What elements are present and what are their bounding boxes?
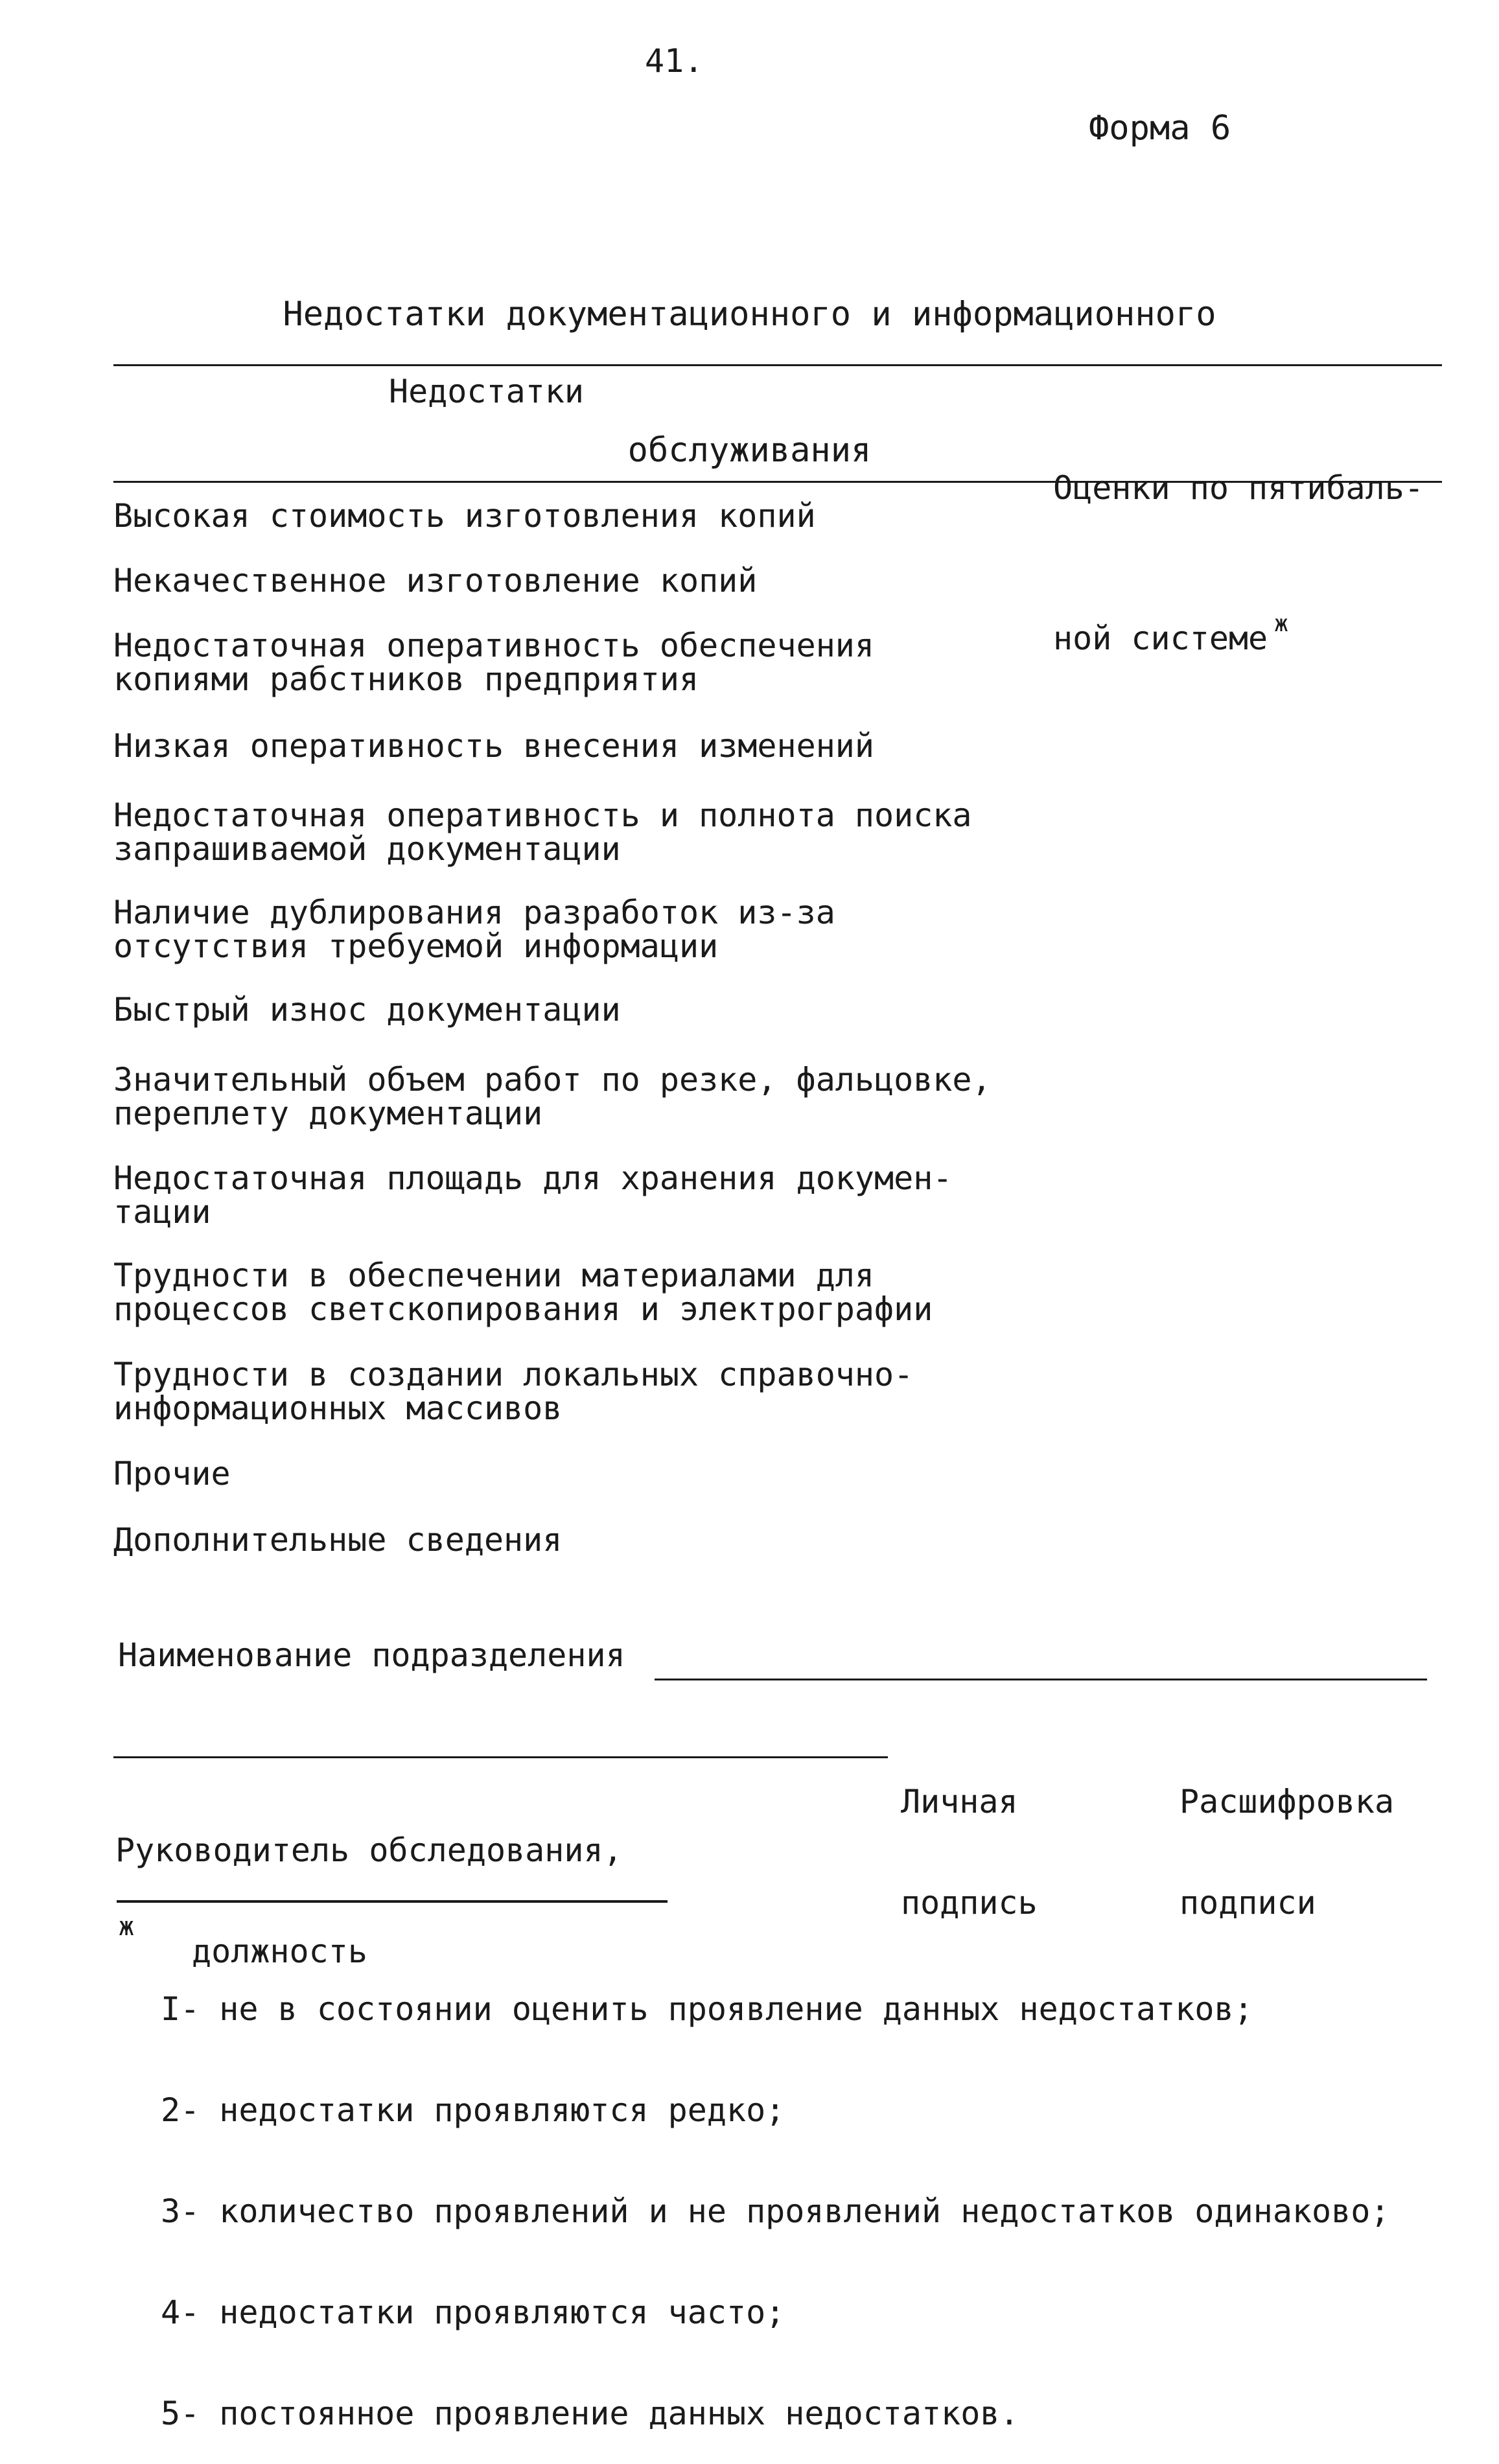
footnote-mark: ж xyxy=(119,1912,135,1942)
deficiency-item-line: Дополнительные сведения xyxy=(113,1521,563,1559)
deficiency-item xyxy=(113,1523,562,1557)
deficiency-item xyxy=(113,896,835,963)
deficiency-item-line: тации xyxy=(113,1193,211,1231)
deficiency-item xyxy=(113,798,972,866)
sign-label-line-2: подпись xyxy=(901,1884,1038,1922)
table-header-rule xyxy=(113,481,1442,483)
deficiency-item xyxy=(113,1063,992,1130)
personal-signature-label xyxy=(901,1717,1038,1953)
unit-name-line xyxy=(655,1679,1427,1680)
head-signature-line xyxy=(113,1756,888,1758)
deficiency-item-line: отсутствия требуемой информации xyxy=(113,927,719,965)
column-header-deficiencies: Недостатки xyxy=(389,373,585,410)
column-header-ratings xyxy=(1053,375,1424,706)
head-label-line-1: Руководитель обследования, xyxy=(115,1831,623,1869)
deficiency-item xyxy=(113,629,874,696)
deficiency-item-line: переплету документации xyxy=(113,1095,543,1132)
deficiency-item xyxy=(113,1161,952,1229)
signature-decode-label xyxy=(1179,1717,1394,1953)
deficiency-item-line: Недостаточная оперативность и полнота поиска xyxy=(113,796,972,834)
deficiency-item-line: копиями рабстников предприятия xyxy=(113,660,699,698)
decode-label-line-1: Расшифровка xyxy=(1179,1783,1395,1820)
deficiency-item-line: Наличие дублирования разработок из-за xyxy=(113,894,835,931)
footnote-line: I- не в состоянии оценить проявление данных недостатков; xyxy=(161,1990,1253,2028)
table-top-rule xyxy=(113,364,1442,366)
deficiency-item-line: Прочие xyxy=(113,1455,231,1493)
deficiency-item-line: Быстрый износ документации xyxy=(113,991,621,1029)
deficiency-item-line: Некачественное изготовление копий xyxy=(113,562,758,599)
deficiency-item xyxy=(113,564,757,598)
title-line-2: обслуживания xyxy=(627,431,872,470)
deficiency-item-line: информационных массивов xyxy=(113,1389,563,1427)
deficiency-item xyxy=(113,1259,933,1326)
deficiency-item xyxy=(113,1358,913,1425)
footnote-list xyxy=(161,1925,1389,2464)
deficiency-item-line: Значительный объем работ по резке, фальцовке, xyxy=(113,1061,992,1098)
head-label-line-2: должность xyxy=(192,1933,367,1970)
ratings-header-line-2: ной системе $^ж$ xyxy=(1053,610,1288,657)
footnote-reference-mark: ж xyxy=(1274,610,1288,637)
unit-name-label: Наименование подразделения xyxy=(118,1636,625,1674)
page-number: 41. xyxy=(645,42,704,80)
deficiency-item-line: Высокая стоимость изготовления копий xyxy=(113,497,816,535)
footnote-line: 4- недостатки проявляются часто; xyxy=(161,2294,785,2331)
deficiency-item-line: запрашиваемой документации xyxy=(113,830,621,868)
deficiency-item xyxy=(113,729,874,763)
title-line-1: Недостатки документационного и информационного xyxy=(283,295,1216,334)
footnote-line: 2- недостатки проявляются редко; xyxy=(161,2091,785,2129)
decode-label-line-2: подписи xyxy=(1179,1884,1316,1922)
form-label: Форма 6 xyxy=(1089,109,1231,148)
deficiency-item xyxy=(113,499,816,533)
deficiency-item-line: Низкая оперативность внесения изменений xyxy=(113,727,874,765)
sign-label-line-1: Личная xyxy=(901,1783,1018,1820)
deficiency-item-line: процессов светскопирования и электрографии xyxy=(113,1290,933,1328)
deficiency-item xyxy=(113,1457,231,1491)
deficiency-item-line: Недостаточная площадь для хранения докумен- xyxy=(113,1159,953,1197)
deficiency-item xyxy=(113,993,621,1027)
footnote-line: 5- постоянное проявление данных недостатков. xyxy=(161,2395,1019,2432)
deficiency-item-line: Трудности в создании локальных справочно- xyxy=(113,1356,914,1393)
deficiency-item-line: Недостаточная оперативность обеспечения xyxy=(113,627,874,664)
ratings-header-line-1: Оценки по пятибаль- xyxy=(1053,469,1424,507)
deficiency-item-line: Трудности в обеспечении материалами для xyxy=(113,1257,874,1294)
footnote-separator xyxy=(117,1900,668,1903)
footnote-line: 3- количество проявлений и не проявлений недостатков одинаково; xyxy=(161,2192,1390,2230)
